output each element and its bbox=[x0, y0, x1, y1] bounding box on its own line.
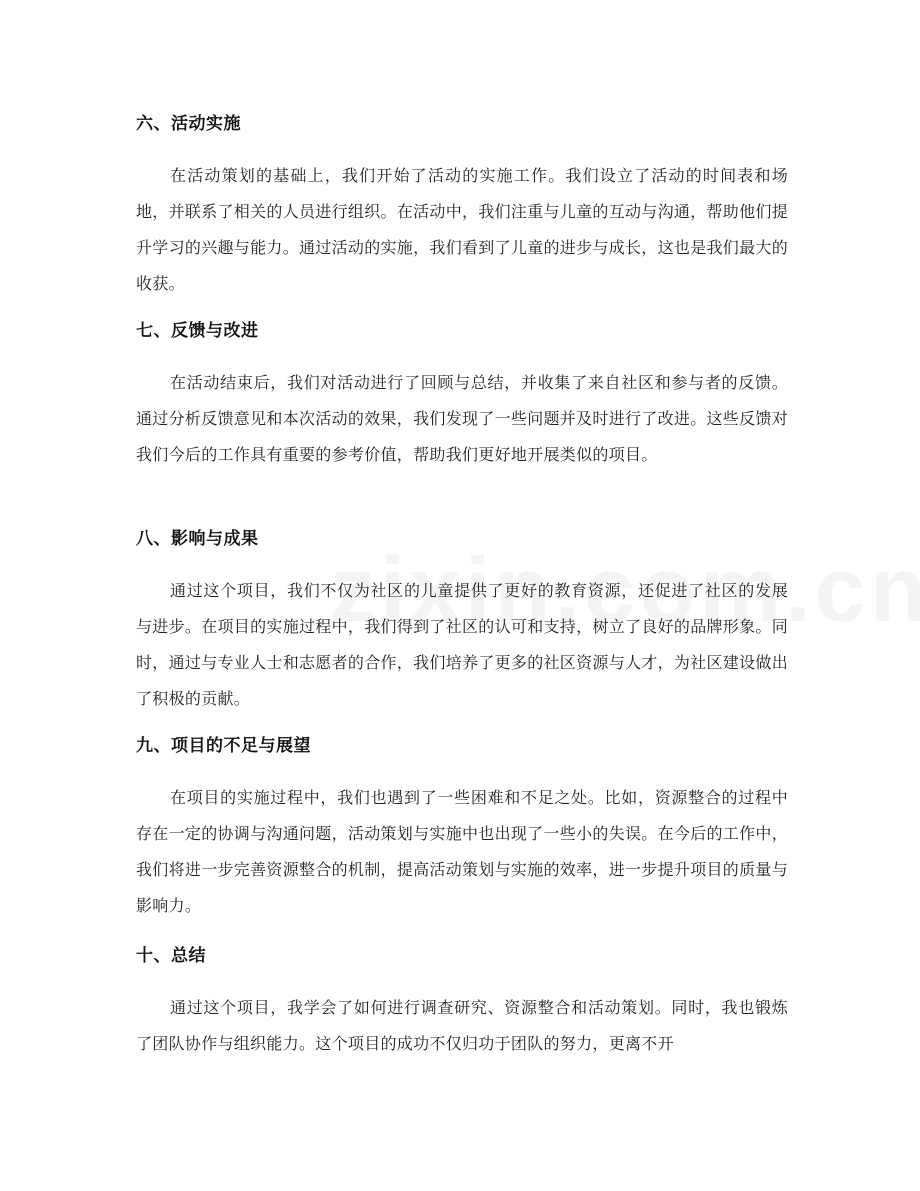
section-heading: 七、反馈与改进 bbox=[136, 321, 259, 341]
section-heading: 八、影响与成果 bbox=[136, 529, 259, 549]
section-impact-results bbox=[136, 527, 788, 717]
section-heading: 十、总结 bbox=[136, 946, 206, 966]
section-summary bbox=[136, 944, 788, 1062]
section-paragraph: 通过这个项目，我学会了如何进行调查研究、资源整合和活动策划。同时，我也锻炼了团队协作与组织能力。这个项目的成功不仅归功于团队的努力，更离不开 bbox=[136, 998, 788, 1053]
section-feedback-improvement bbox=[136, 319, 788, 473]
section-paragraph: 在活动结束后，我们对活动进行了回顾与总结，并收集了来自社区和参与者的反馈。通过分析反馈意见和本次活动的效果，我们发现了一些问题并及时进行了改进。这些反馈对我们今后的工作具有重要的参考价值，帮助我们更好地开展类似的项目。 bbox=[136, 373, 789, 464]
section-heading: 六、活动实施 bbox=[136, 114, 241, 134]
section-paragraph: 通过这个项目，我们不仅为社区的儿童提供了更好的教育资源，还促进了社区的发展与进步。在项目的实施过程中，我们得到了社区的认可和支持，树立了良好的品牌形象。同时，通过与专业人士和志愿者的合作，我们培养了更多的社区资源与人才，为社区建设做出了积极的贡献。 bbox=[136, 581, 789, 708]
section-heading: 九、项目的不足与展望 bbox=[136, 736, 311, 756]
section-paragraph: 在活动策划的基础上，我们开始了活动的实施工作。我们设立了活动的时间表和场地，并联系了相关的人员进行组织。在活动中，我们注重与儿童的互动与沟通，帮助他们提升学习的兴趣与能力。通过活动的实施，我们看到了儿童的进步与成长，这也是我们最大的收获。 bbox=[136, 166, 789, 293]
section-activity-implementation bbox=[136, 112, 788, 302]
section-paragraph: 在项目的实施过程中，我们也遇到了一些困难和不足之处。比如，资源整合的过程中存在一定的协调与沟通问题，活动策划与实施中也出现了一些小的失误。在今后的工作中，我们将进一步完善资源整合的机制，提高活动策划与实施的效率，进一步提升项目的质量与影响力。 bbox=[136, 788, 789, 915]
section-shortcomings-outlook bbox=[136, 734, 788, 924]
